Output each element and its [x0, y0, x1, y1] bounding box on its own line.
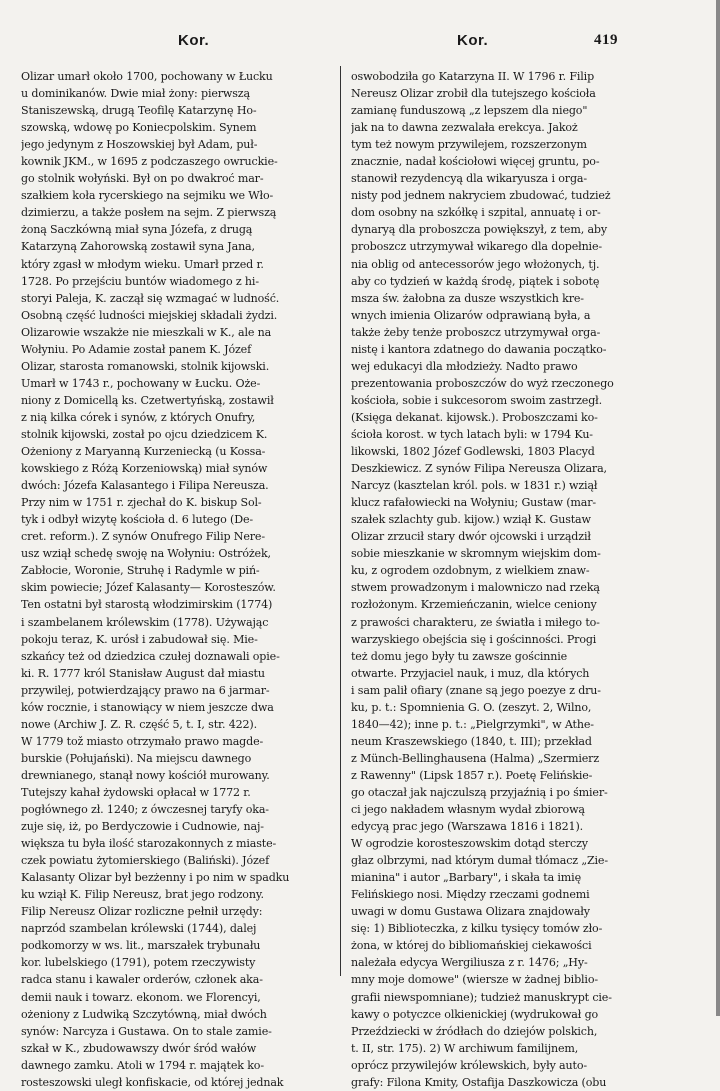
text-line: dwóch: Józefa Kalasantego i Filipa Nereusza.: [21, 479, 269, 493]
right-text-column: [351, 68, 677, 1091]
text-line: neum Kraszewskiego (1840, t. III); przekład: [351, 734, 592, 748]
text-line: go stolnik wołyński. Był on po dwakroć mar-: [21, 172, 264, 186]
text-line: u dominikanów. Dwie miał żony: pierwszą: [21, 87, 250, 101]
text-line: ki. R. 1777 król Stanisław August dał miastu: [21, 666, 265, 680]
text-line: Olizar umarł około 1700, pochowany w Łucku: [21, 70, 273, 83]
text-line: dom osobny na szkółkę i szpital, annuatę i or-: [351, 206, 601, 220]
text-line: Przy nim w 1751 r. zjechał do K. biskup Sol-: [21, 496, 262, 510]
header-left-catchword: Kor.: [178, 32, 210, 49]
text-line: wnych imienia Olizarów odprawianą była, a: [351, 308, 591, 322]
text-line: burskie (Połujański). Na miejscu dawnego: [21, 751, 252, 765]
text-line: Olizarowie wszakże nie mieszkali w K., ale na: [21, 325, 272, 339]
text-line: dawnego zamku. Atoli w 1794 r. majątek ko-: [21, 1058, 264, 1072]
text-line: szowską, wdowę po Koniecpolskim. Synem: [21, 121, 257, 135]
text-line: kor. lubelskiego (1791), potem rzeczywisty: [21, 956, 256, 970]
text-line: się: 1) Biblioteczka, z kilku tysięcy tomów zło-: [351, 922, 603, 936]
text-line: wej edukacyi dla młodzieży. Nadto prawo: [351, 359, 578, 373]
text-line: szkańcy też od dziedzica czułej doznawali opie-: [21, 649, 280, 663]
text-line: Osobną część ludności miejskiej składali żydzi.: [21, 308, 278, 322]
text-line: z prawości charakteru, ze światła i miłego to-: [351, 615, 600, 629]
text-line: który zgasł w młodym wieku. Umarł przed r.: [21, 257, 264, 271]
text-line: Ten ostatni był starostą włodzimirskim (1774): [21, 598, 273, 612]
text-line: kawy o potyczce olkienickiej (wydrukował go: [351, 1007, 599, 1021]
text-line: Katarzyną Zahorowską zostawił syna Jana,: [21, 240, 255, 254]
text-line: Felińskiego nosi. Między rzeczami godnemi: [351, 888, 590, 902]
text-line: żona, w której do bibliomańskiej ciekawości: [351, 939, 592, 953]
text-line: oprócz przywilejów królewskich, były auto-: [351, 1058, 587, 1072]
text-line: głaz olbrzymi, nad którym dumał tłómacz „Zie-: [351, 854, 608, 868]
text-line: demii nauk i towarz. ekonom. we Florencyi,: [21, 990, 261, 1004]
text-line: szałkiem koła rycerskiego na sejmiku we Wło-: [21, 189, 274, 203]
text-line: ku, p. t.: Spomnienia G. O. (zeszyt. 2, Wilno,: [351, 700, 592, 714]
text-line: nia oblig od antecessorów jego włożonych, tj.: [351, 257, 600, 271]
text-line: stanowił rezydencyą dla wikaryusza i orga-: [351, 172, 587, 186]
text-line: rosteszowski uległ konfiskacie, od której jednak: [21, 1075, 284, 1089]
text-line: ków rocznie, i stanowiący w niem jeszcze dwa: [21, 700, 274, 714]
text-line: i sam palił ofiary (znane są jego poezye z dru-: [351, 683, 601, 697]
text-line: żoną Saczkówną miał syna Józefa, z drugą: [21, 223, 253, 237]
text-line: Narcyz (kasztelan król. pols. w 1831 r.) wziął: [351, 479, 598, 493]
text-line: pokoju teraz, K. urósł i zabudował się. Mie-: [21, 632, 258, 646]
text-line: większa tu była ilość starozakonnych z miaste-: [21, 837, 277, 851]
text-line: rozłożonym. Krzemieńczanin, wielce ceniony: [351, 598, 597, 612]
text-line: z nią kilka córek i synów, z których Onufry,: [21, 410, 256, 424]
text-line: tym też nowym przywilejem, rozszerzonym: [351, 138, 587, 152]
text-line: ku wziął K. Filip Nereusz, brat jego rodzony.: [21, 888, 264, 902]
text-line: Filip Nereusz Olizar rozliczne pełnił urzędy:: [21, 905, 263, 919]
text-line: nisty pod jednem nakryciem zbudować, tudzież: [351, 189, 611, 203]
text-line: szałek szlachty gub. kijow.) wziął K. Gustaw: [351, 513, 591, 527]
header-center-catchword: Kor.: [457, 32, 489, 49]
text-line: W 1779 tož miasto otrzymało prawo magde-: [21, 734, 264, 748]
text-line: Staniszewską, drugą Teofilę Katarzynę Ho-: [21, 104, 257, 118]
page-edge: [716, 0, 720, 1016]
text-line: jak na to dawna zezwalała erekcya. Jakoż: [351, 121, 578, 135]
text-line: klucz rafałowiecki na Wołyniu; Gustaw (mar-: [351, 496, 596, 510]
text-line: jego jedynym z Hoszowskiej był Adam, puł-: [21, 138, 258, 152]
text-line: storyi Paleja, K. zaczął się wzmagać w ludność.: [21, 291, 280, 305]
text-line: synów: Narcyza i Gustawa. On to stale zamie-: [21, 1024, 272, 1038]
text-line: aby co tydzień w każdą środę, piątek i sobotę: [351, 274, 600, 288]
text-line: grafy: Filona Kmity, Ostafija Daszkowicza (obu: [351, 1075, 607, 1089]
text-line: zuje się, iż, po Berdyczowie i Cudnowie, naj-: [21, 820, 264, 834]
text-line: cret. reform.). Z synów Onufrego Filip Nere-: [21, 530, 265, 544]
text-line: Tutejszy kahał żydowski opłacał w 1772 r.: [21, 785, 251, 799]
text-line: msza św. żałobna za dusze wszystkich kre-: [351, 291, 584, 305]
text-line: pogłównego zł. 1240; z ówczesnej taryfy oka-: [21, 803, 269, 817]
text-line: proboszcz utrzymywał wikarego dla dopełnie-: [351, 240, 602, 254]
text-line: edycyą prac jego (Warszawa 1816 i 1821).: [351, 820, 584, 834]
text-line: podkomorzy w ws. lit., marszałek trybunału: [21, 939, 261, 953]
text-line: usz wziął schedę swoję na Wołyniu: Ostróżek,: [21, 547, 271, 561]
text-line: W ogrodzie korosteszowskim dotąd sterczy: [351, 837, 588, 851]
text-line: ku, z ogrodem ozdobnym, z wielkiem znaw-: [351, 564, 590, 578]
text-line: warzyskiego obejścia się i gościnności. Progi: [351, 632, 597, 646]
text-line: prezentowania proboszczów do wyż rzeczonego: [351, 376, 614, 390]
text-line: stolnik kijowski, został po ojcu dziedzicem K.: [21, 427, 268, 441]
text-line: grafii niewspomniane); tudzież manuskrypt cie-: [351, 990, 612, 1004]
text-line: kownik JKM., w 1695 z podczaszego owruckie-: [21, 155, 278, 169]
text-line: 1840—42); inne p. t.: „Pielgrzymki", w Athe-: [351, 717, 594, 731]
text-line: otwarte. Przyjaciel nauk, i muz, dla których: [351, 666, 590, 680]
text-line: Nereusz Olizar zrobił dla tutejszego kościoła: [351, 87, 596, 101]
text-line: go otaczał jak najczulszą przyjaźnią i po śmier-: [351, 785, 608, 799]
text-line: mny moje domowe" (wiersze w żadnej biblio-: [351, 973, 598, 987]
text-line: niony z Domicellą ks. Czetwertyńską, zostawił: [21, 393, 274, 407]
text-line: Umarł w 1743 r., pochowany w Łucku. Oże-: [21, 376, 261, 390]
text-line: też domu jego były tu zawsze gościnnie: [351, 649, 568, 663]
text-line: także żeby tenże proboszcz utrzymywał orga-: [351, 325, 601, 339]
text-line: ścioła korost. w tych latach byli: w 1794 Ku-: [351, 427, 593, 441]
text-line: Olizar zrzucił stary dwór ojcowski i urządził: [351, 530, 591, 544]
running-header: [0, 32, 720, 54]
left-text-column: [21, 68, 347, 1091]
text-line: Wołyniu. Po Adamie został panem K. Józef: [21, 342, 252, 356]
text-line: Ożeniony z Maryanną Kurzeniecką (u Kossa-: [21, 445, 266, 459]
text-line: Przeździecki w źródłach do dziejów polskich,: [351, 1024, 598, 1038]
text-line: należała edycya Wergiliusza z r. 1476; „Hy-: [351, 956, 588, 970]
text-line: t. II, str. 175). 2) W archiwum familijnem,: [351, 1041, 579, 1055]
text-line: oswobodziła go Katarzyna II. W 1796 r. Filip: [351, 70, 595, 83]
text-line: zamianę funduszową „z lepszem dla niego": [351, 104, 588, 118]
text-line: Deszkiewicz. Z synów Filipa Nereusza Olizara,: [351, 462, 607, 476]
text-line: dynaryą dla proboszcza powiększył, z tem, aby: [351, 223, 607, 237]
text-line: stwem prowadzonym i malowniczo nad rzeką: [351, 581, 600, 595]
text-line: ci jego nakładem własnym wydał zbiorową: [351, 803, 585, 817]
text-line: nowe (Archiw J. Z. R. część 5, t. I, str. 422).: [21, 717, 257, 731]
text-line: ożeniony z Ludwiką Szczytówną, miał dwóch: [21, 1007, 267, 1021]
text-line: Kalasanty Olizar był bezżenny i po nim w spadku: [21, 871, 290, 885]
text-line: skim powiecie; Józef Kalasanty— Korosteszów.: [21, 581, 276, 595]
text-line: nistę i kantora zdatnego do dawania początko-: [351, 342, 607, 356]
text-line: dzimierzu, a także posłem na sejm. Z pierwszą: [21, 206, 277, 220]
text-line: sobie mieszkanie w skromnym wiejskim dom-: [351, 547, 601, 561]
text-line: kowskiego z Różą Korzeniowską) miał synów: [21, 462, 268, 476]
text-line: Zabłocie, Woronie, Struhę i Radymle w piń-: [21, 564, 260, 578]
text-line: Olizar, starosta romanowski, stolnik kijowski.: [21, 359, 270, 373]
text-line: likowski, 1802 Józef Godlewski, 1803 Placyd: [351, 445, 595, 459]
text-line: z Münch-Bellinghausena (Halma) „Szermierz: [351, 751, 600, 765]
text-line: czek powiatu żytomierskiego (Baliński). Józef: [21, 854, 270, 868]
text-line: drewnianego, stanął nowy kościół murowany.: [21, 768, 270, 782]
column-divider: [340, 66, 341, 976]
text-line: szkał w K., zbudowawszy dwór śród wałów: [21, 1041, 257, 1055]
text-line: kościoła, sobie i sukcesorom swoim zastrzegł.: [351, 393, 602, 407]
text-line: mianina" i autor „Barbary", i skała ta imię: [351, 871, 581, 885]
text-line: z Rawenny" (Lipsk 1857 r.). Poetę Felińskie-: [351, 768, 593, 782]
text-line: radca stanu i kawaler orderów, członek aka-: [21, 973, 263, 987]
text-line: znacznie, nadał kościołowi więcej gruntu, po-: [351, 155, 600, 169]
text-line: 1728. Po przejściu buntów wiadomego z hi-: [21, 274, 259, 288]
text-line: uwagi w domu Gustawa Olizara znajdowały: [351, 905, 590, 919]
page-number: 419: [594, 32, 618, 48]
text-line: i szambelanem królewskim (1778). Używając: [21, 615, 269, 629]
text-line: (Księga dekanat. kijowsk.). Proboszczami ko-: [351, 410, 598, 424]
text-line: tyk i odbył wizytę kościoła d. 6 lutego (De-: [21, 513, 253, 527]
text-line: przywilej, potwierdzający prawo na 6 jarmar-: [21, 683, 270, 697]
text-line: naprzód szambelan królewski (1744), dalej: [21, 922, 257, 936]
